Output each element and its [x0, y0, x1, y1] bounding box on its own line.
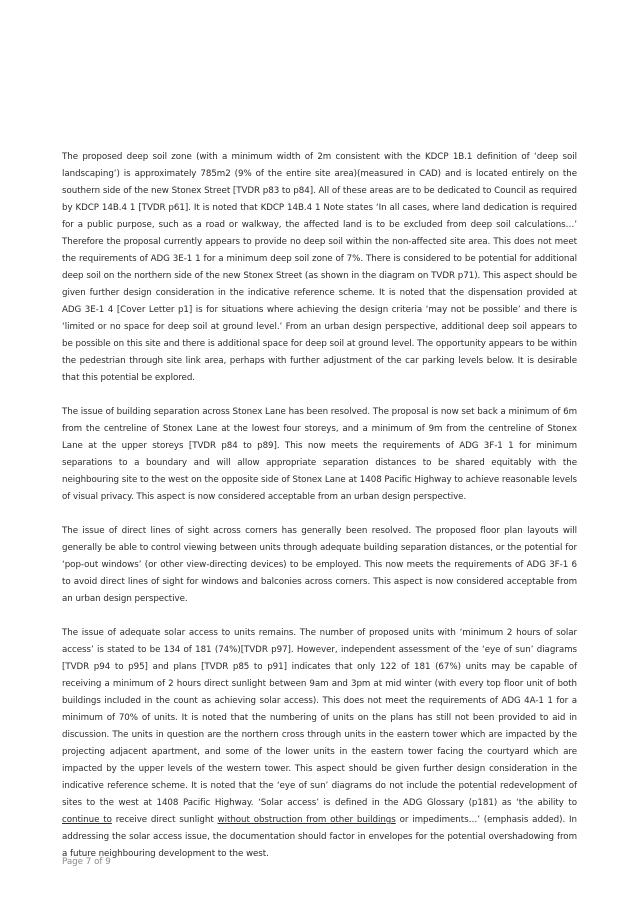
- solar-text-middle: receive direct sunlight: [111, 815, 218, 825]
- paragraph-building-separation: The issue of building separation across Stonex Lane has been resolved. The proposal is now set back a minimum of 6m from the centreline of Stonex Lane at the lowest four storeys, and a minimum of 9m from the centreline of Stonex Lane at the upper storeys [TVDR p84 to p89]. This now meets the requirements of ADG 3F-1 1 for minimum separations to a boundary and will allow appropriate separation distances to be shared equitably with the neighbouring site to the west on the opposite side of Stonex Lane at 1408 Pacific Highway to achieve reasonable levels of visual privacy. This aspect is now considered acceptable from an urban design perspective.: [62, 407, 577, 502]
- emphasis-without-obstruction: without obstruction from other buildings: [217, 815, 396, 825]
- solar-text-after: or impediments…’ (emphasis added). In addressing the solar access issue, the documentation should factor in envelopes for the potential overshadowing from a future neighbouring development to the west.: [62, 815, 577, 859]
- emphasis-continue-to: continue to: [62, 815, 112, 825]
- body-text: [62, 149, 577, 863]
- paragraph-solar-access: [62, 625, 577, 863]
- paragraph-deep-soil: The proposed deep soil zone (with a minimum width of 2m consistent with the KDCP 1B.1 definition of ‘deep soil landscaping’) is approximately 785m2 (9% of the entire site area)(measured in CAD) and is located entirely on the southern side of the new Stonex Street [TVDR p83 to p84]. All of these areas are to be dedicated to Council as required by KDCP 14B.4 1 [TVDR p61]. It is noted that KDCP 14B.4 1 Note states ‘In all cases, where land dedication is required for a public purpose, such as a road or walkway, the affected land is to be excluded from deep soil calculations…’ Therefore the proposal currently appears to provide no deep soil within the non-affected site area. This does not meet the requirements of ADG 3E-1 1 for a minimum deep soil zone of 7%. There is considered to be potential for additional deep soil on the northern side of the new Stonex Street (as shown in the diagram on TVDR p71). This aspect should be given further design consideration in the indicative reference scheme. It is noted that the dispensation provided at ADG 3E-1 4 [Cover Letter p1] is for situations where achieving the design criteria ‘may not be possible’ and there is ‘limited or no space for deep soil at ground level.’ From an urban design perspective, additional deep soil appears to be possible on this site and there is additional space for deep soil at ground level. The opportunity appears to be within the pedestrian through site link area, perhaps with further adjustment of the car parking levels below. It is desirable that this potential be explored.: [62, 152, 577, 383]
- solar-text-before: The issue of adequate solar access to units remains. The number of proposed units with ‘minimum 2 hours of solar access’ is stated to be 134 of 181 (74%)[TVDR p97]. However, independent assessment of the ‘eye of sun’ diagrams [TVDR p94 to p95] and plans [TVDR p85 to p91] indicates that only 122 of 181 (67%) units may be capable of receiving a minimum of 2 hours direct sunlight between 9am and 3pm at mid winter (with every top floor unit of both buildings included in the count as achieving solar access). This does not meet the requirements of ADG 4A-1 1 for a minimum of 70% of units. It is noted that the numbering of units on the plans has still not been provided to aid in discussion. The units in question are the northern cross through units in the eastern tower which are impacted by the projecting adjacent apartment, and some of the lower units in the eastern tower facing the courtyard which are impacted by the upper levels of the western tower. This aspect should be given further design consideration in the indicative reference scheme. It is noted that the ‘eye of sun’ diagrams do not include the potential redevelopment of sites to the west at 1408 Pacific Highway. ‘Solar access’ is defined in the ADG Glossary (p181) as ‘the ability to: [62, 628, 577, 808]
- paragraph-lines-of-sight: The issue of direct lines of sight across corners has generally been resolved. The proposed floor plan layouts will generally be able to control viewing between units through adequate building separation distances, or the potential for ‘pop-out windows’ (or other view-directing devices) to be employed. This now meets the requirements of ADG 3F-1 6 to avoid direct lines of sight for windows and balconies across corners. This aspect is now considered acceptable from an urban design perspective.: [62, 526, 577, 604]
- page-number: Page 7 of 9: [62, 857, 111, 867]
